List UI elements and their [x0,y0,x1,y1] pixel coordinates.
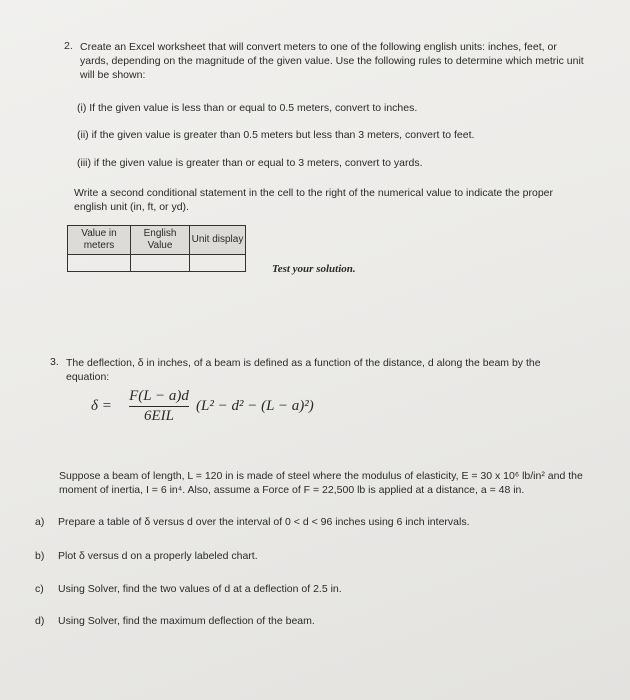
q2-rule-2: (ii) if the given value is greater than 0.5 meters but less than 3 meters, convert to feet. [77,129,475,141]
part-c-text: Using Solver, find the two values of d at a deflection of 2.5 in. [58,583,342,595]
cell-value [68,255,131,272]
equation-fraction [129,388,189,425]
part-c-label: c) [35,583,44,595]
part-d-label: d) [35,615,45,627]
q3-intro: The deflection, δ in inches, of a beam is defined as a function of the distance, d along the beam by the equation: [66,357,541,383]
equation-numerator: F(L − a)d [129,388,189,407]
part-a-label: a) [35,516,45,528]
conversion-table [67,225,246,272]
equation-denominator: 6EIL [144,408,174,424]
part-b-text: Plot δ versus d on a properly labeled chart. [58,550,258,562]
q3-suppose: Suppose a beam of length, L = 120 in is made of steel where the modulus of elasticity, E = 30 x 10⁶ lb/in² and the moment of inertia, I = 6 in⁴. Also, assume a Force of F = 22,500 lb is applied at a distance, a = 48 in. [59,470,583,496]
q2-rule-1: (i) If the given value is less than or equal to 0.5 meters, convert to inches. [77,102,418,114]
part-a-text: Prepare a table of δ versus d over the interval of 0 < d < 96 inches using 6 inch intervals. [58,516,470,528]
test-note: Test your solution. [272,263,356,275]
header-unit-display: Unit display [190,226,246,255]
part-d-text: Using Solver, find the maximum deflection of the beam. [58,615,315,627]
table-row [68,255,246,272]
cell-unit [190,255,246,272]
q2-number: 2. [64,40,73,52]
equation-lhs: δ = [91,398,112,414]
q2-second-statement: Write a second conditional statement in the cell to the right of the numerical value to indicate the proper english unit (in, ft, or yd). [74,187,553,213]
part-b-label: b) [35,550,45,562]
cell-english [131,255,190,272]
q3-number: 3. [50,356,59,368]
q2-rule-3: (iii) if the given value is greater than or equal to 3 meters, convert to yards. [77,157,423,169]
table-header-row [68,226,246,255]
header-value-in-meters: Value in meters [68,226,131,255]
q2-intro: Create an Excel worksheet that will convert meters to one of the following english units: inches, feet, or yards, depending on the magnitude of the given value. Use the following rules to determine which metric unit will be shown: [80,41,584,81]
header-english-value: English Value [131,226,190,255]
equation-rhs: (L² − d² − (L − a)²) [196,398,314,414]
